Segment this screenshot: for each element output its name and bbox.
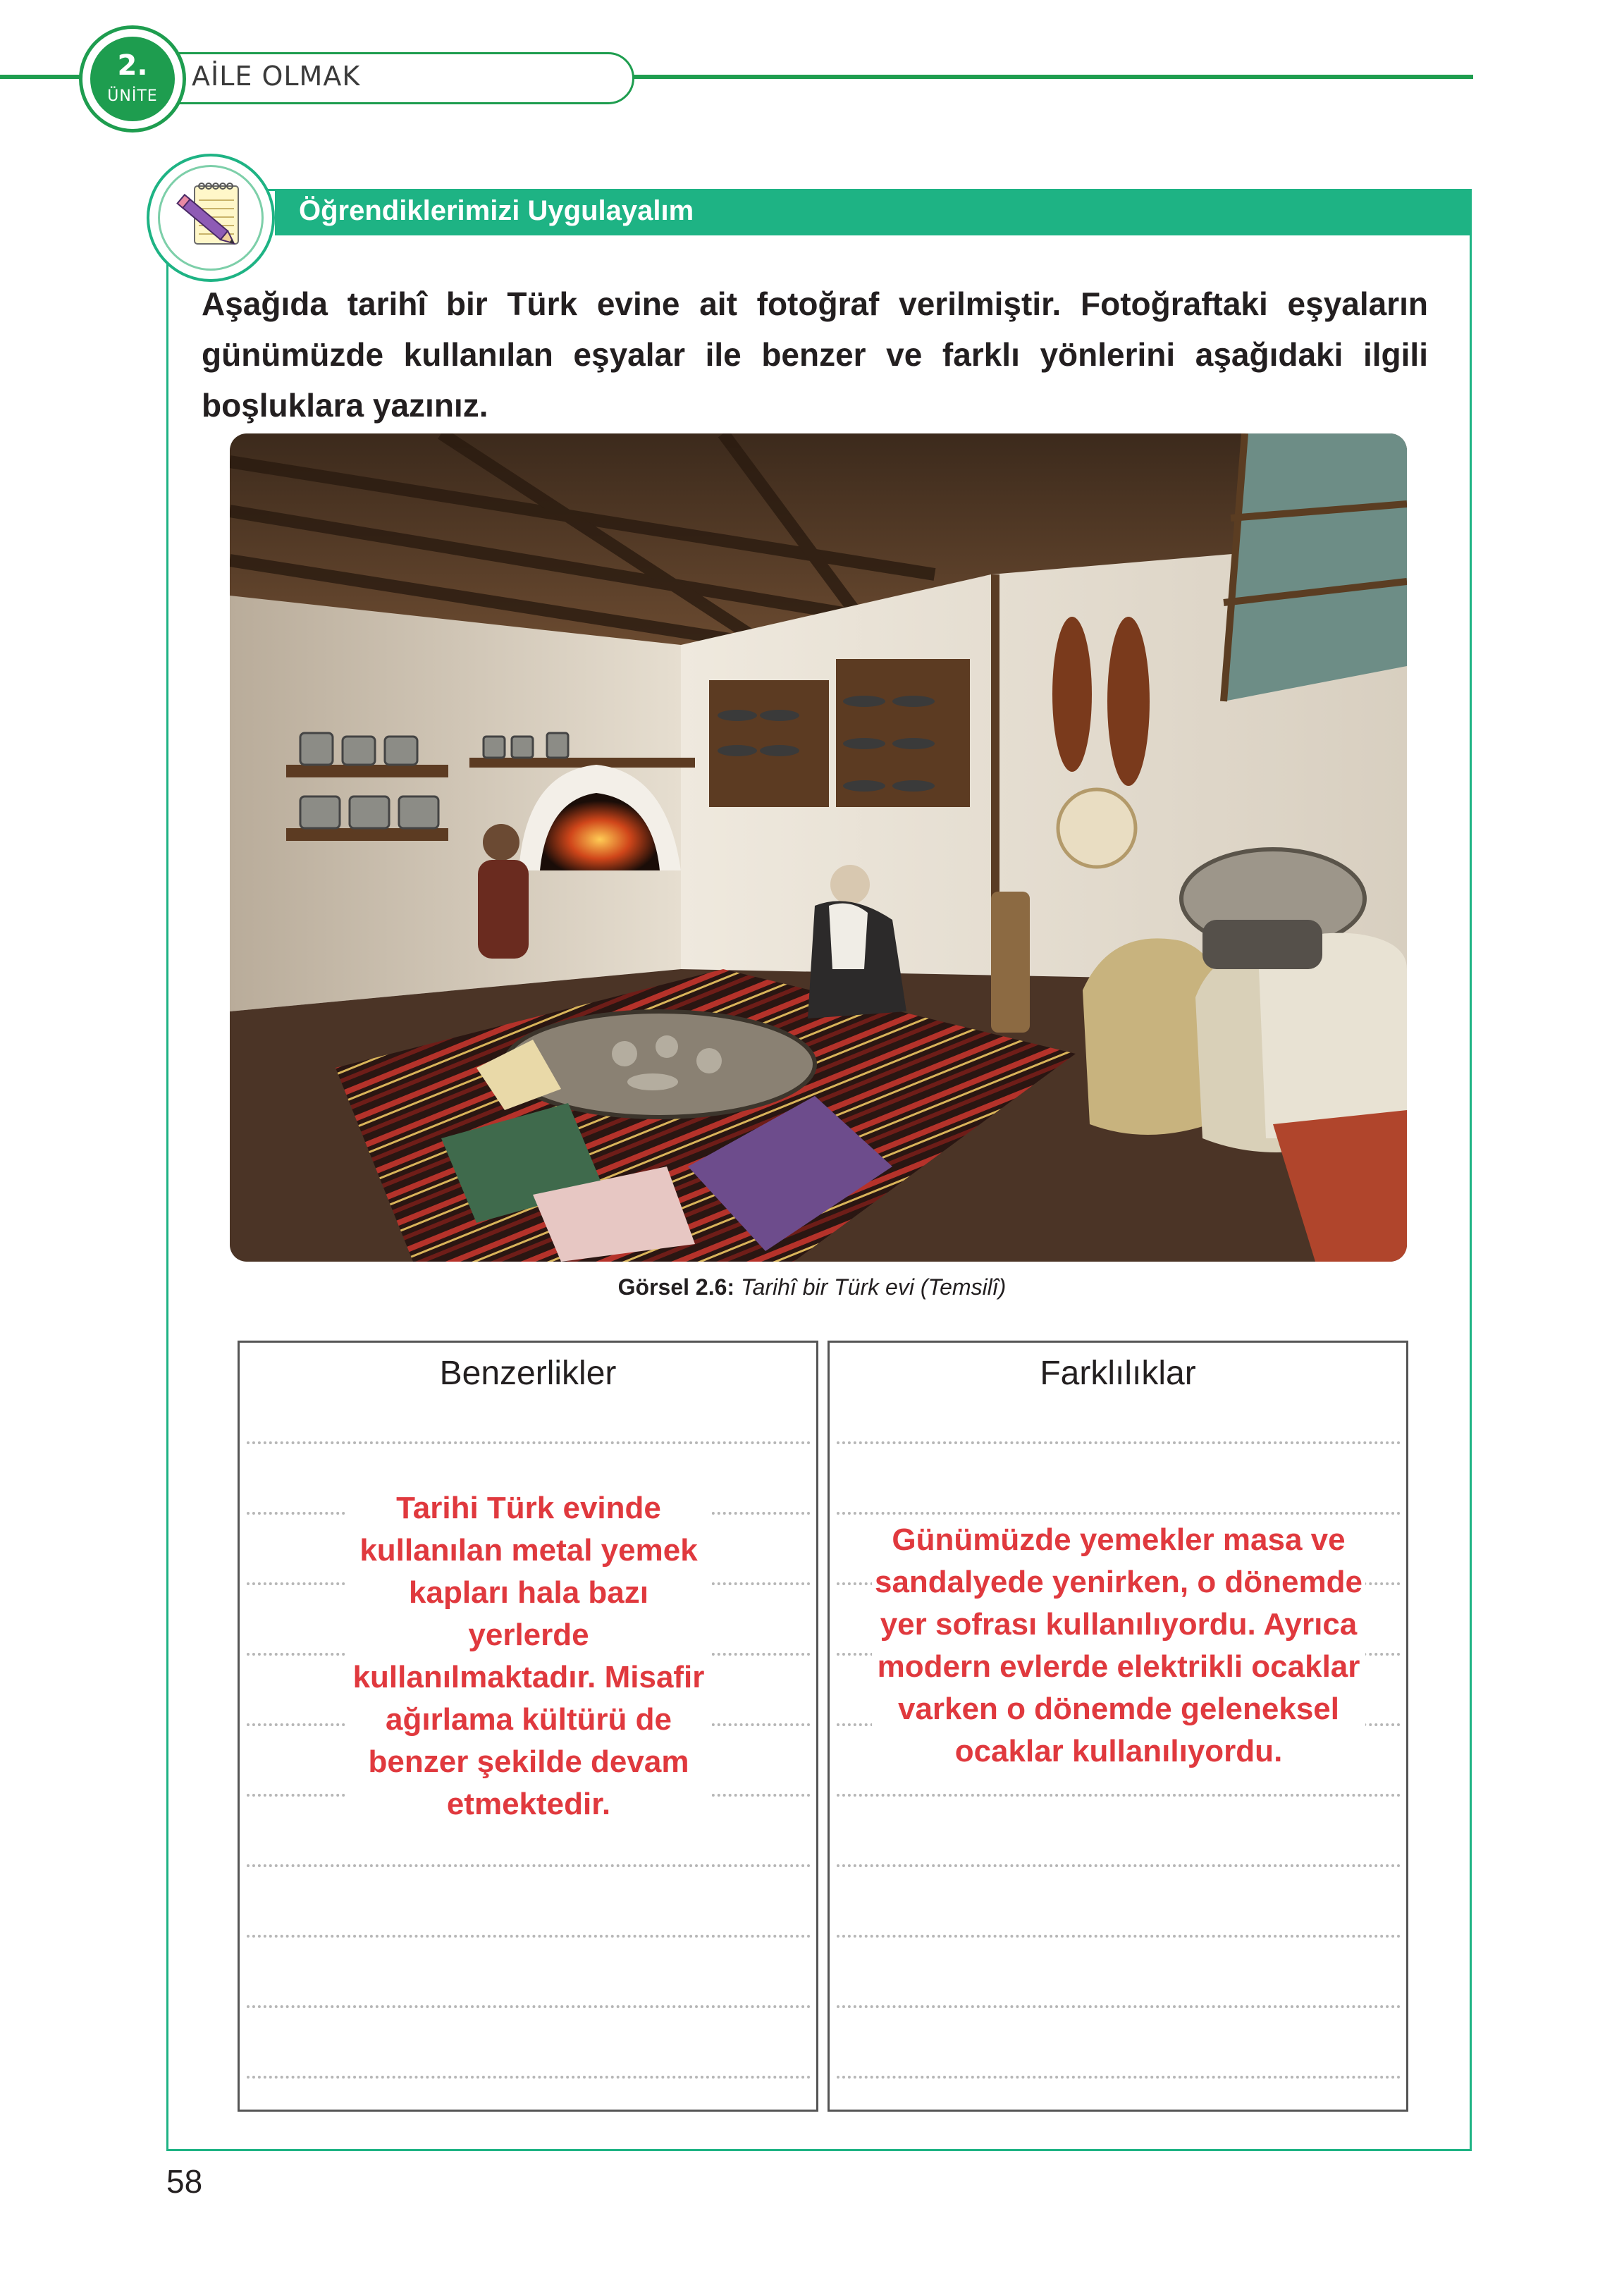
dotted-line [837, 1441, 1401, 1444]
dotted-line [247, 2076, 811, 2079]
page-number: 58 [166, 2163, 203, 2200]
differences-answer[interactable]: Günümüzde yemekler masa ve sandalyede yenirken, o dönemde yer sofrası kullanılıyordu. Ayrıca modern evlerde elektrikli ocaklar varken o dönemde geleneksel ocaklar kullanılıyordu. [872, 1519, 1365, 1773]
dotted-line [247, 1441, 811, 1444]
dotted-line [837, 1864, 1401, 1867]
differences-heading: Farklılıklar [1040, 1355, 1196, 1392]
figure-caption [0, 1274, 1624, 1300]
similarities-box [238, 1341, 818, 2112]
unit-badge [90, 37, 175, 121]
figure-caption-text: Tarihî bir Türk evi (Temsilî) [740, 1274, 1007, 1300]
similarities-answer[interactable]: Tarihi Türk evinde kullanılan metal yemek kapları hala bazı yerlerde kullanılmaktadır. Misafir ağırlama kültürü de benzer şekilde devam etmektedir. [345, 1487, 712, 1826]
similarities-heading: Benzerlikler [439, 1355, 617, 1392]
dotted-line [837, 2076, 1401, 2079]
dotted-line [837, 2005, 1401, 2008]
unit-label: ÜNİTE [107, 87, 158, 105]
section-title: Öğrendiklerimizi Uygulayalım [299, 195, 694, 226]
instruction-text: Aşağıda tarihî bir Türk evine ait fotoğraf verilmiştir. Fotoğraftaki eşyaların günümüzde kullanılan eşyalar ile benzer ve farklı yönlerini aşağıdaki ilgili boşluklara yazınız. [202, 285, 1428, 424]
dotted-line [247, 1864, 811, 1867]
dotted-line [837, 1512, 1401, 1515]
pencil-notepad-icon [164, 171, 258, 265]
differences-box [828, 1341, 1408, 2112]
dotted-line [837, 1794, 1401, 1797]
unit-title: AİLE OLMAK [192, 61, 361, 92]
unit-number: 2. [117, 49, 148, 82]
dotted-line [247, 2005, 811, 2008]
figure-caption-label: Görsel 2.6: [617, 1274, 735, 1300]
dotted-line [247, 1935, 811, 1938]
dotted-line [837, 1935, 1401, 1938]
historic-turkish-house-photo [230, 433, 1407, 1262]
